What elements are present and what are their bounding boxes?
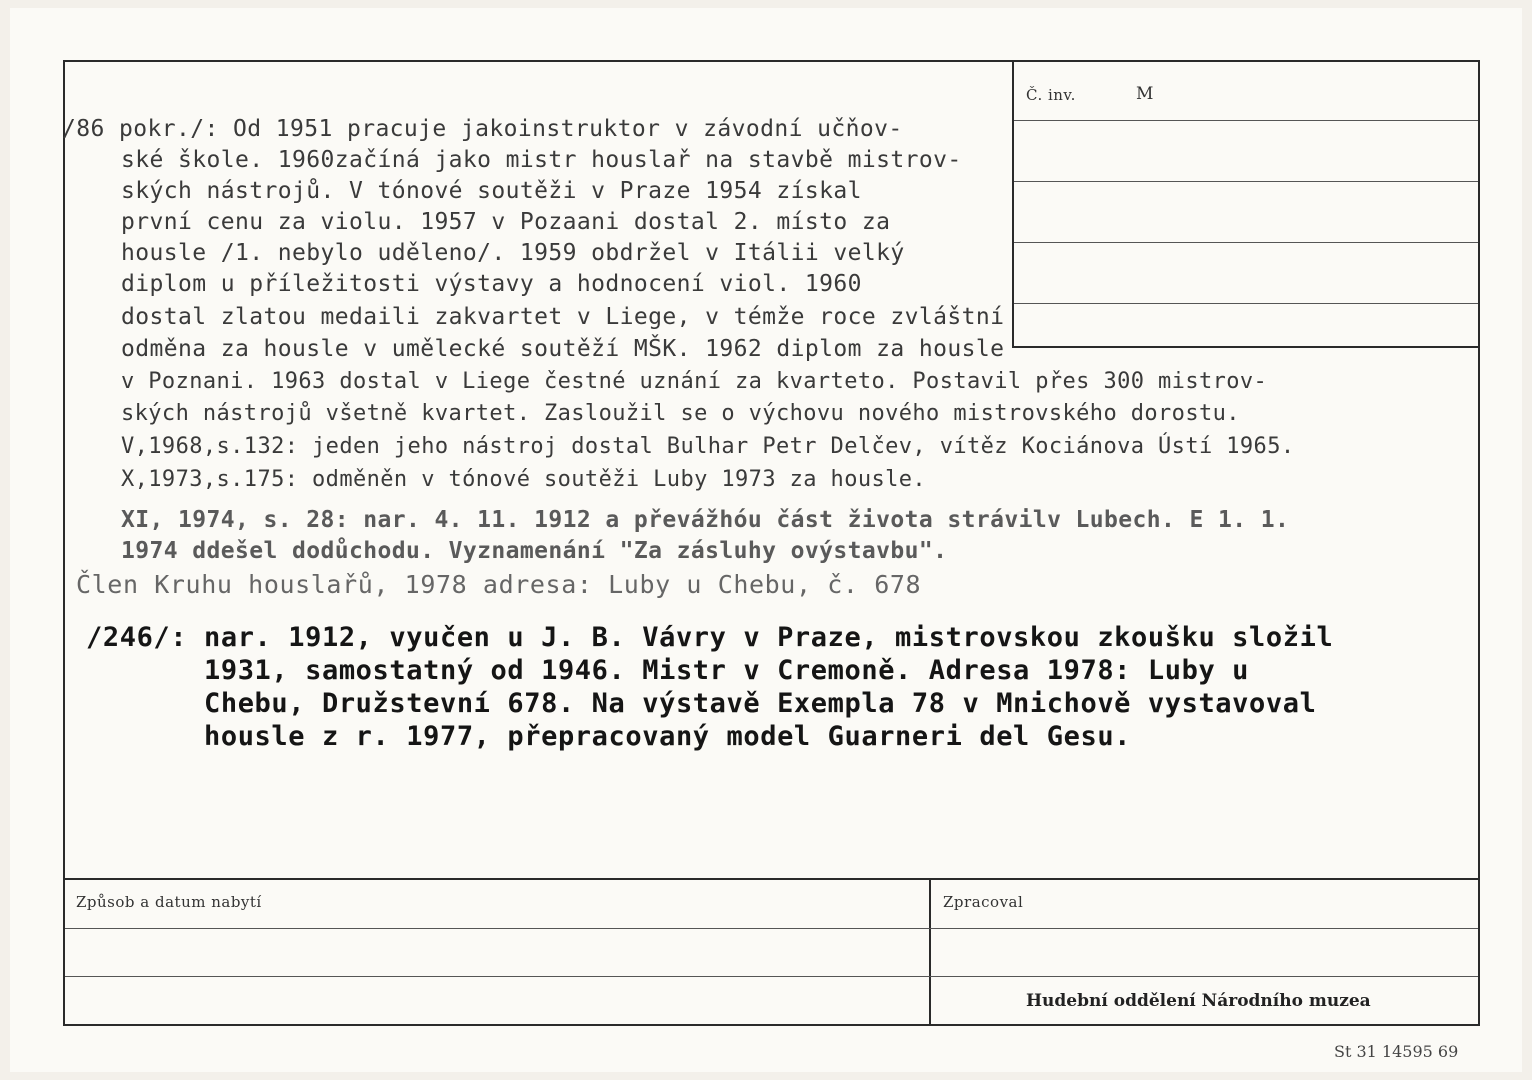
entry1-line: diplom u příležitosti výstavy a hodnocení viol. 1960 — [121, 271, 862, 297]
entry1-line: X,1973,s.175: odměněn v tónové soutěži Luby 1973 za housle. — [121, 467, 927, 492]
entry1-line: první cenu za violu. 1957 v Pozaani dostal 2. místo za — [121, 209, 891, 235]
museum-stamp: Hudební oddělení Národního muzea — [1026, 991, 1371, 1011]
bottom-line-2 — [65, 976, 1478, 977]
inv-line-3 — [1014, 242, 1478, 243]
inv-line-1 — [1014, 120, 1478, 121]
entry1-line: ských nástrojů. V tónové soutěži v Praze 1954 získal — [121, 178, 862, 204]
print-code: St 31 14595 69 — [1334, 1042, 1459, 1061]
bottom-line-1 — [65, 928, 1478, 929]
entry1-line: v Poznani. 1963 dostal v Liege čestné uznání za kvarteto. Postavil přes 300 mistrov- — [121, 369, 1268, 394]
entry4-line: 1931, samostatný od 1946. Mistr v Cremoně. Adresa 1978: Luby u — [86, 655, 1250, 686]
entry1-line: ské škole. 1960začíná jako mistr houslař na stavbě mistrov- — [121, 147, 962, 173]
frame-top — [63, 60, 1480, 62]
entry2-line: 1974 ddešel dodůchodu. Vyznamenání "Za zásluhy ovýstavbu". — [121, 538, 948, 564]
frame-left — [63, 60, 65, 1026]
entry2-line: XI, 1974, s. 28: nar. 4. 11. 1912 a převážhóu část života strávilv Lubech. E 1. 1. — [121, 507, 1290, 533]
processed-by-label: Zpracoval — [943, 893, 1024, 911]
entry1-line: V,1968,s.132: jeden jeho nástroj dostal Bulhar Petr Delčev, vítěz Kociánova Ústí 1965. — [121, 434, 1295, 459]
entry1-line: housle /1. nebylo uděleno/. 1959 obdržel v Itálii velký — [121, 240, 905, 266]
entry1-line: odměna za housle v umělecké soutěží MŠK. 1962 diplom za housle — [121, 336, 1005, 362]
frame-bottom — [63, 1024, 1480, 1026]
inv-label: Č. inv. — [1026, 86, 1076, 104]
inv-value: M — [1136, 84, 1154, 104]
inv-box-left — [1012, 60, 1014, 348]
acquisition-label: Způsob a datum nabytí — [76, 893, 262, 911]
entry3-line: Člen Kruhu houslařů, 1978 adresa: Luby u Chebu, č. 678 — [76, 570, 922, 599]
inv-line-2 — [1014, 181, 1478, 182]
entry1-line: ských nástrojů všetně kvartet. Zasloužil se o výchovu nového mistrovského dorostu. — [121, 401, 1240, 426]
bottom-box-divider — [929, 878, 931, 1026]
frame-right — [1478, 60, 1480, 1026]
entry1-line: /86 pokr./: Od 1951 pracuje jakoinstruktor v závodní učňov- — [62, 116, 903, 142]
entry1-line: dostal zlatou medaili zakvartet v Liege, v témže roce zvláštní — [121, 304, 1005, 330]
entry4-line: housle z r. 1977, přepracovaný model Guarneri del Gesu. — [86, 721, 1132, 752]
entry4-line: /246/: nar. 1912, vyučen u J. B. Vávry v Praze, mistrovskou zkoušku složil — [86, 622, 1334, 653]
bottom-box-top — [63, 878, 1480, 880]
entry4-line: Chebu, Družstevní 678. Na výstavě Exempla 78 v Mnichově vystavoval — [86, 688, 1317, 719]
inv-box-bottom — [1012, 346, 1480, 348]
inv-line-4 — [1014, 303, 1478, 304]
